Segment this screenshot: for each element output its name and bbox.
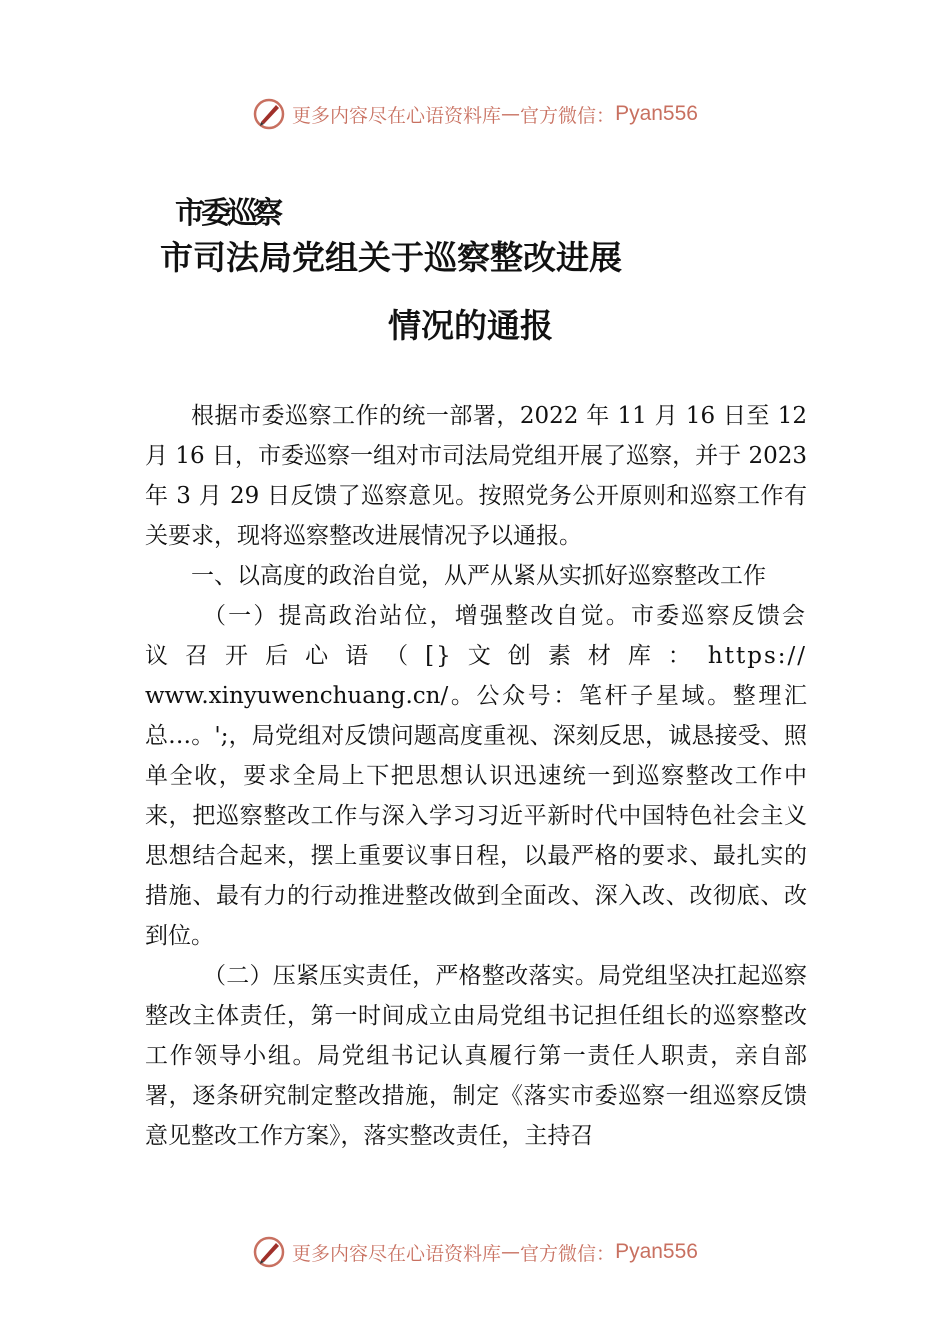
document-title-line1: 市司法局党组关于巡察整改进展	[160, 238, 622, 277]
watermark-separator: —	[501, 103, 521, 125]
wechat-label: 官方微信：	[520, 1242, 616, 1265]
paragraph-intro: 根据市委巡察工作的统一部署，2022 年 11 月 16 日至 12 月 16 日，市委巡察一组对市司法局党组开展了巡察，并于 2023 年 3 月 29 日反馈了巡察意见。按照党务公开原则和巡察工作有关要求，现将巡察整改进展情况予以通报。	[145, 403, 807, 549]
watermark-slogan: 更多内容尽在心语资料库	[292, 104, 502, 127]
section-heading-1: 一、以高度的政治自觉，从严从紧从实抓好巡察整改工作	[191, 563, 766, 589]
watermark-banner-top	[0, 94, 950, 134]
wechat-label: 官方微信：	[520, 104, 616, 127]
document-body	[145, 396, 807, 1156]
watermark-separator: —	[501, 1241, 521, 1263]
document-title-line2: 情况的通报	[388, 306, 553, 345]
pen-logo-icon	[252, 1235, 286, 1269]
wechat-id: Pyan556	[615, 102, 698, 125]
paragraph-1a: （一）提高政治站位，增强整改自觉。市委巡察反馈会议召开后心语（[}文创素材库：https://	[145, 603, 807, 669]
wechat-id: Pyan556	[615, 1240, 698, 1263]
paragraph-1a-cont: www.xinyuwenchuang.cn/。公众号：笔杆子星域。整理汇总…。';，局党组对反馈问题高度重视、深刻反思，诚恳接受、照单全收，要求全局上下把思想认识迅速统一到巡察整改工作中来，把巡察整改工作与深入学习习近平新时代中国特色社会主义思想结合起来，摆上重要议事日程，以最严格的要求、最扎实的措施、最有力的行动推进整改做到全面改、深入改、改彻底、改到位。	[145, 683, 807, 949]
document-mark: 市委巡察	[175, 196, 279, 231]
watermark-slogan: 更多内容尽在心语资料库	[292, 1242, 502, 1265]
pen-logo-icon	[252, 97, 286, 131]
watermark-banner-bottom	[0, 1232, 950, 1272]
paragraph-1b: （二）压紧压实责任，严格整改落实。局党组坚决扛起巡察整改主体责任，第一时间成立由局党组书记担任组长的巡察整改工作领导小组。局党组书记认真履行第一责任人职责，亲自部署，逐条研究制定整改措施，制定《落实市委巡察一组巡察反馈意见整改工作方案》，落实整改责任，主持召	[145, 963, 807, 1149]
